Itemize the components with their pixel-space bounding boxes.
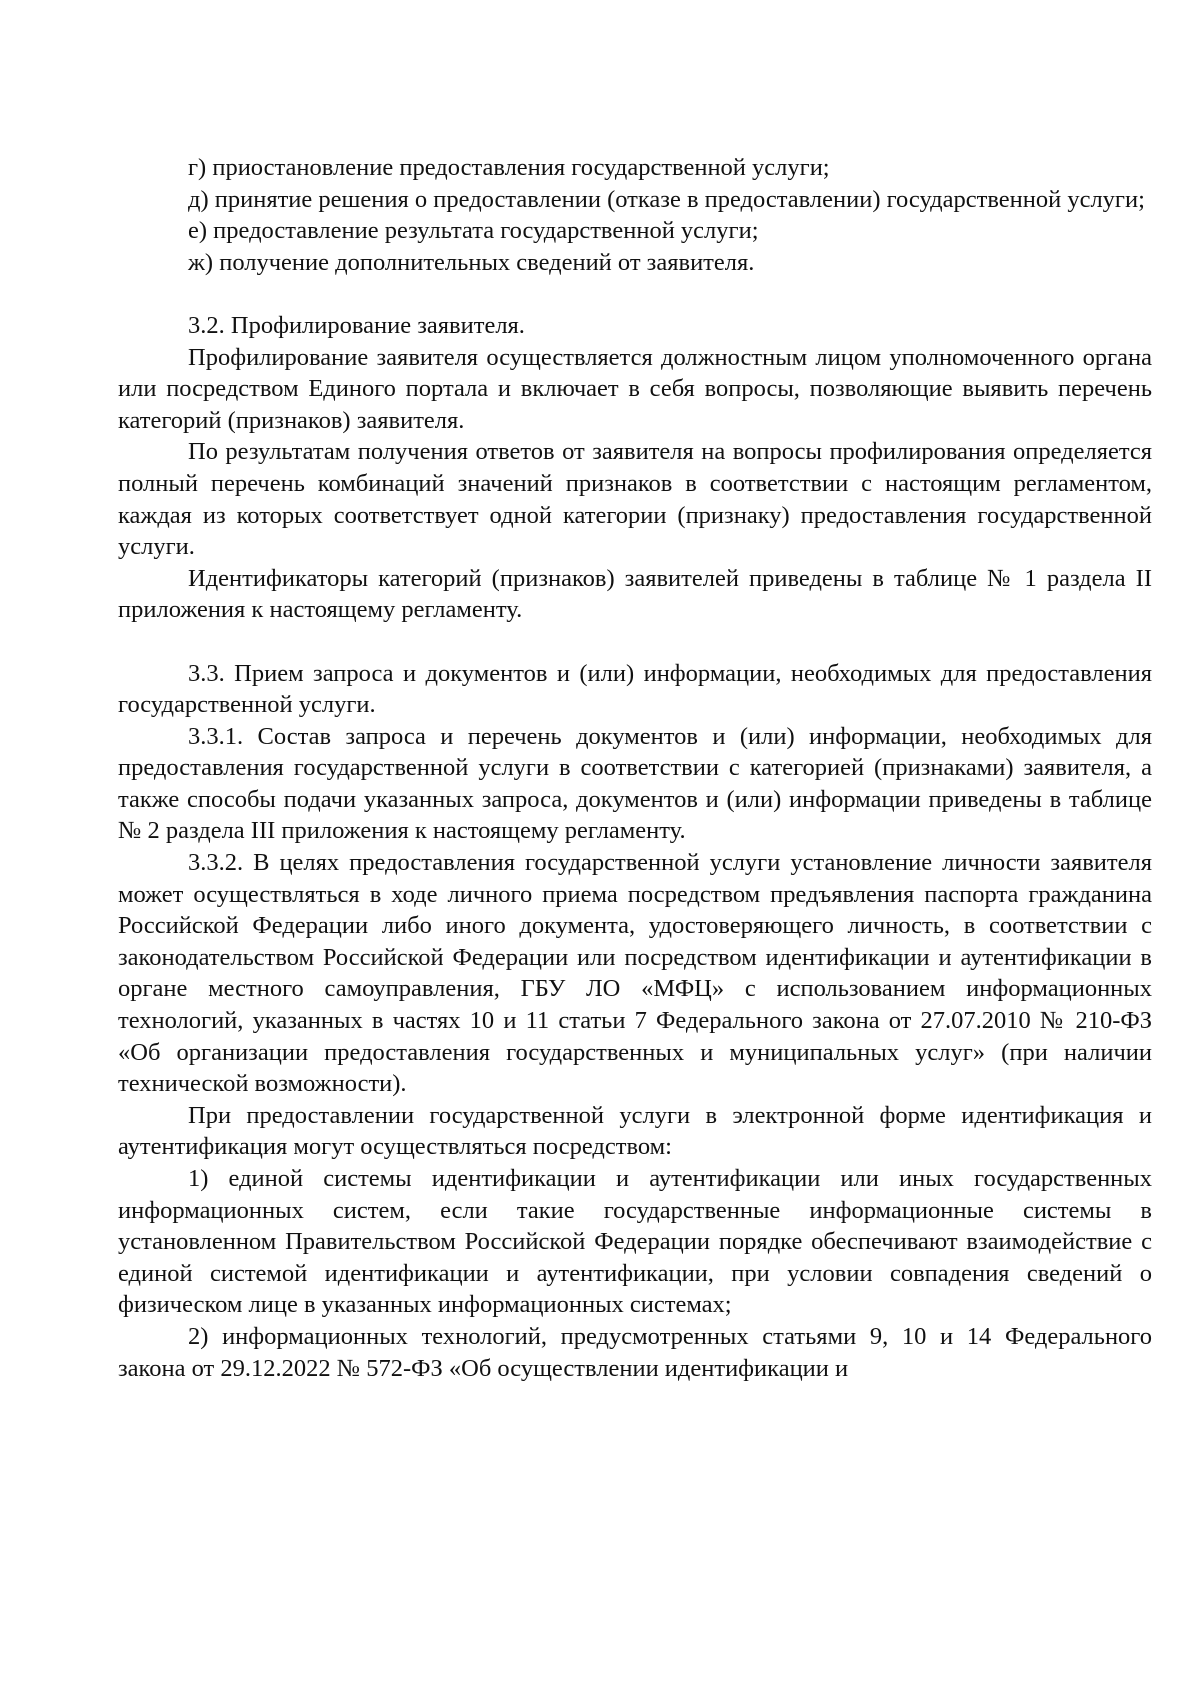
document-body bbox=[118, 152, 1152, 1384]
paragraph: 2) информационных технологий, предусмотренных статьями 9, 10 и 14 Федерального закона от 29.12.2022 № 572-ФЗ «Об осуществлении идентификации и bbox=[118, 1322, 1152, 1382]
section-heading: 3.3. Прием запроса и документов и (или) информации, необходимых для предоставления государственной услуги. bbox=[118, 659, 1152, 719]
paragraph: 3.3.2. В целях предоставления государственной услуги установление личности заявителя может осуществляться в ходе личного приема посредством предъявления паспорта гражданина Российской Федерации либо иного документа, удостоверяющего личность, в соответствии с законодательством Российской Федерации или посредством идентификации и аутентификации в органе местного самоуправления, ГБУ ЛО «МФЦ» с использованием информационных технологий, указанных в частях 10 и 11 статьи 7 Федерального закона от 27.07.2010 № 210-ФЗ «Об организации предоставления государственных и муниципальных услуг» (при наличии технической возможности). bbox=[118, 849, 1152, 1098]
section-heading: 3.2. Профилирование заявителя. bbox=[188, 311, 525, 339]
paragraph: 1) единой системы идентификации и аутентификации или иных государственных информационных систем, если такие государственные информационные системы в установленном Правительством Российской Федерации порядке обеспечивают взаимодействие с единой системой идентификации и аутентификации, при условии совпадения сведений о физическом лице в указанных информационных системах; bbox=[118, 1165, 1152, 1319]
paragraph: 3.3.1. Состав запроса и перечень документов и (или) информации, необходимых для предоставления государственной услуги в соответствии с категорией (признаками) заявителя, а также способы подачи указанных запроса, документов и (или) информации приведены в таблице № 2 раздела III приложения к настоящему регламенту. bbox=[118, 722, 1152, 845]
paragraph: По результатам получения ответов от заявителя на вопросы профилирования определяется полный перечень комбинаций значений признаков в соответствии с настоящим регламентом, каждая из которых соответствует одной категории (признаку) предоставления государственной услуги. bbox=[118, 438, 1152, 561]
paragraph: г) приостановление предоставления государственной услуги; bbox=[188, 154, 830, 181]
paragraph-gap bbox=[118, 626, 1152, 658]
paragraph: ж) получение дополнительных сведений от заявителя. bbox=[188, 248, 755, 276]
paragraph: Идентификаторы категорий (признаков) заявителей приведены в таблице № 1 раздела II приложения к настоящему регламенту. bbox=[118, 564, 1152, 624]
paragraph: е) предоставление результата государственной услуги; bbox=[188, 217, 759, 245]
paragraph: Профилирование заявителя осуществляется должностным лицом уполномоченного органа или посредством Единого портала и включает в себя вопросы, позволяющие выявить перечень категорий (признаков) заявителя. bbox=[118, 343, 1152, 434]
paragraph-gap bbox=[118, 278, 1152, 310]
paragraph: При предоставлении государственной услуги в электронной форме идентификация и аутентификация могут осуществляться посредством: bbox=[118, 1101, 1152, 1161]
paragraph: д) принятие решения о предоставлении (отказе в предоставлении) государственной услуги; bbox=[188, 185, 1145, 213]
